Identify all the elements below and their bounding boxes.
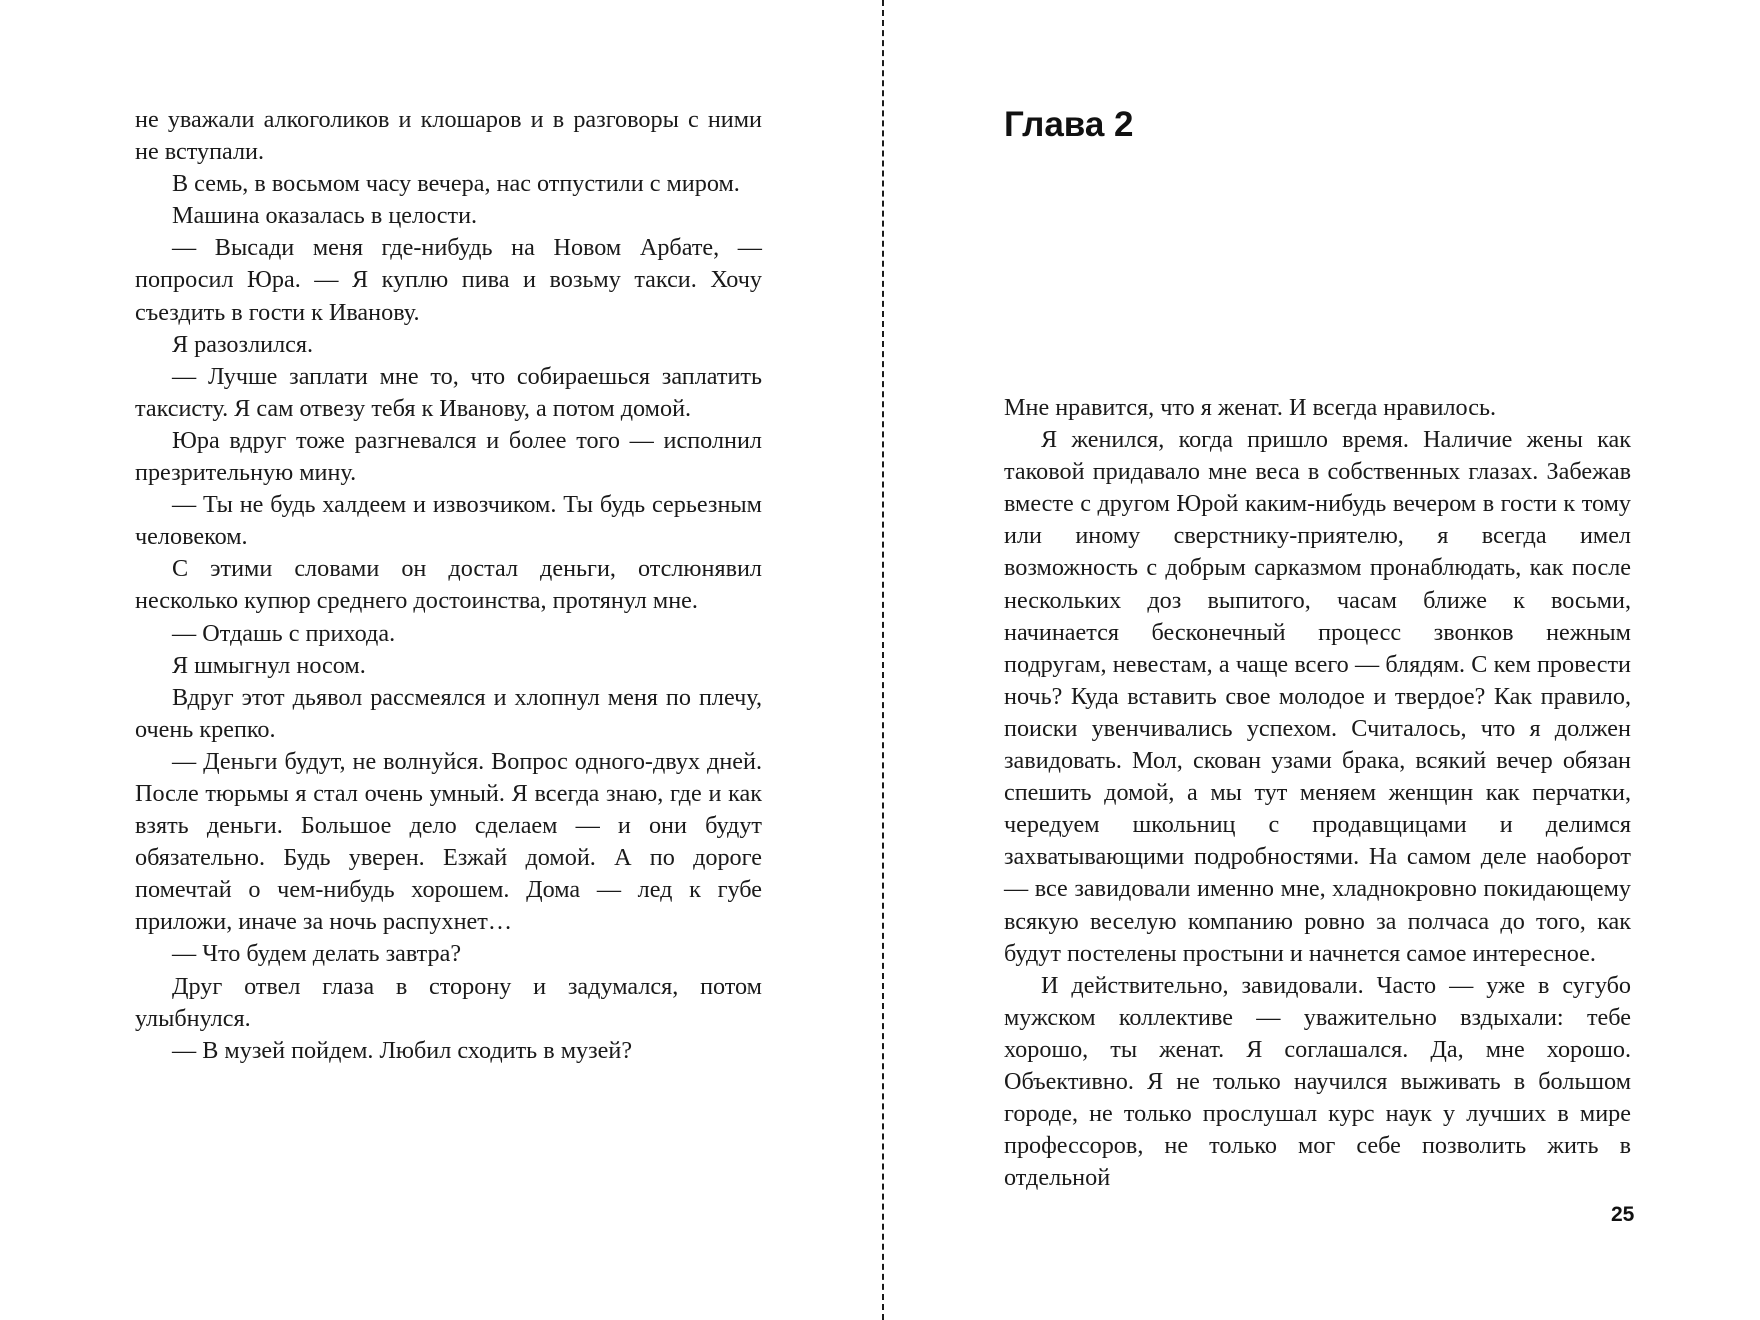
paragraph: Я женился, когда пришло время. Наличие жены как таковой придавало мне веса в собственных глазах. Забежав вместе с другом Юрой каким-нибудь вечером в гости к тому или иному сверстнику-приятелю, я всегда имел возможность с добрым сарказмом пронаблюдать, как после нескольких доз выпитого, часам ближе к восьми, начинается бесконечный процесс звонков нежным подругам, невестам, а чаще всего — блядям. С кем провести ночь? Куда вставить свое молодое и твердое? Как правило, поиски увенчивались успехом. Считалось, что я должен завидовать. Мол, скован узами брака, всякий вечер обязан спешить домой, а мы тут меняем женщин как перчатки, чередуем школьниц с продавщицами и делимся захватывающими подробностями. На самом деле наоборот — все завидовали именно мне, хладнокровно покидающему всякую веселую компанию ровно за полчаса до того, как будут постелены простыни и начнется самое интересное.: [1004, 426, 1631, 967]
paragraph: — Что будем делать завтра?: [172, 940, 462, 968]
right-page-text: [1004, 392, 1631, 1194]
left-page-text: [135, 104, 762, 1067]
paragraph: Я шмыгнул носом.: [172, 651, 366, 679]
paragraph: Я разозлился.: [172, 330, 314, 358]
paragraph: Мне нравится, что я женат. И всегда нравилось.: [1004, 394, 1497, 421]
paragraph: И действительно, завидовали. Часто — уже в сугубо мужском коллективе — уважительно вздыхали: тебе хорошо, ты женат. Я соглашался. Да, мне хорошо. Объективно. Я не только научился выживать в большом городе, не только прослушал курс наук у лучших в мире профессоров, не только мог себе позволить жить в отдельной: [1004, 971, 1631, 1192]
paragraph: Друг отвел глаза в сторону и задумался, потом улыбнулся.: [135, 972, 762, 1032]
paragraph: — Ты не будь халдеем и извозчиком. Ты будь серьезным человеком.: [135, 491, 762, 551]
paragraph: Юра вдруг тоже разгневался и более того — исполнил презрительную мину.: [135, 426, 762, 487]
paragraph: В семь, в восьмом часу вечера, нас отпустили с миром.: [172, 170, 740, 198]
page-number: 25: [1611, 1203, 1635, 1226]
paragraph: — Деньги будут, не волнуйся. Вопрос одного-двух дней. После тюрьмы я стал очень умный. Я всегда знаю, где и как взять деньги. Большое дело сделаем — и они будут обязательно. Будь уверен. Езжай домой. А по дороге помечтай о чем-нибудь хорошем. Дома — лед к губе приложи, иначе за ночь распухнет…: [135, 747, 762, 936]
chapter-title: Глава 2: [1004, 105, 1134, 144]
paragraph: Машина оказалась в целости.: [172, 202, 478, 230]
paragraph: С этими словами он достал деньги, отслюнявил несколько купюр среднего достоинства, протянул мне.: [135, 555, 762, 615]
paragraph: — Высади меня где-нибудь на Новом Арбате, — попросил Юра. — Я куплю пива и возьму такси. Хочу съездить в гости к Иванову.: [135, 234, 762, 326]
paragraph: — Отдашь с прихода.: [172, 619, 396, 647]
paragraph: Вдруг этот дьявол рассмеялся и хлопнул меня по плечу, очень крепко.: [135, 683, 762, 743]
right-page: [884, 0, 1760, 1320]
paragraph: не уважали алкоголиков и клошаров и в разговоры с ними не вступали.: [135, 106, 762, 166]
paragraph: — В музей пойдем. Любил сходить в музей?: [172, 1036, 633, 1064]
paragraph: — Лучше заплати мне то, что собираешься заплатить таксисту. Я сам отвезу тебя к Иванову, а потом домой.: [135, 362, 762, 422]
